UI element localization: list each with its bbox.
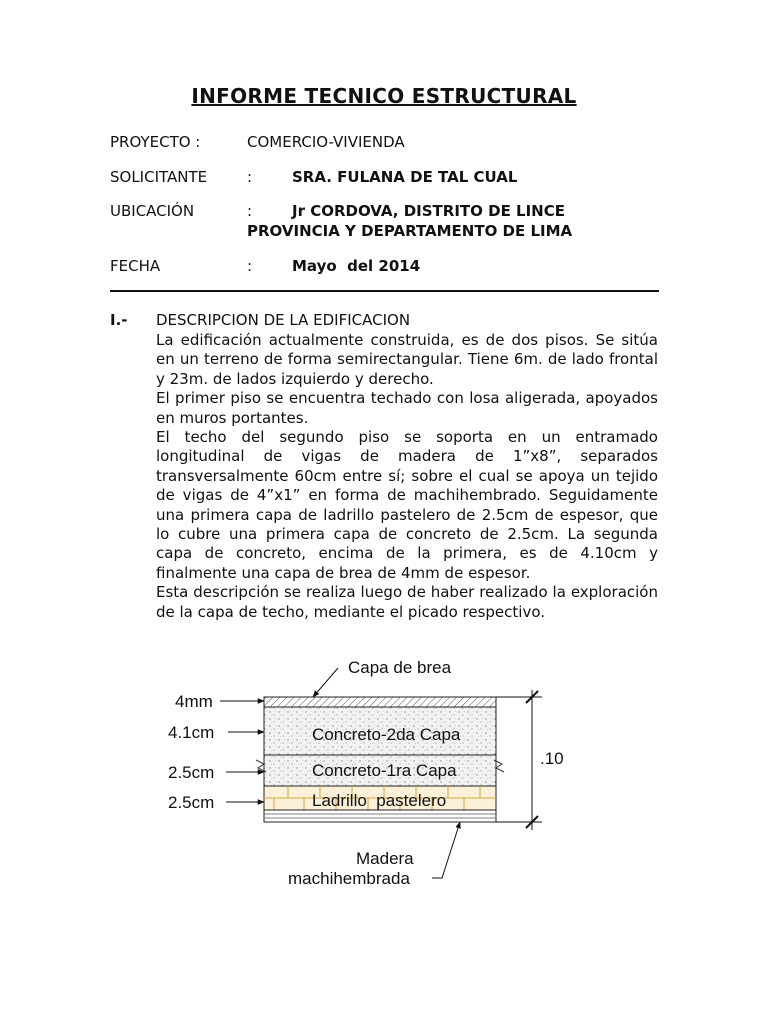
dim-2-5cm-concreto: 2.5cm (168, 763, 215, 782)
paragraph: La edificación actualmente construida, es de dos pisos. Se sitúa en un terreno de forma semirectangular. Tiene 6m. de lado frontal y 23m. de lados izquierdo y derecho. (156, 331, 658, 388)
field-fecha-value: Mayo del 2014 (292, 257, 421, 275)
paragraph: Esta descripción se realiza luego de haber realizado la exploración de la capa de techo, mediante el picado respectivo. (156, 583, 658, 621)
label-machihembrada: machihembrada (288, 869, 410, 888)
arrow-madera (432, 822, 460, 878)
field-ubicacion-colon: : (247, 202, 253, 220)
layer-madera (264, 810, 496, 822)
label-madera: Madera (356, 849, 414, 868)
section-title: DESCRIPCION DE LA EDIFICACION (156, 311, 411, 329)
dim-total: .10 (540, 749, 564, 768)
field-proyecto-value: COMERCIO-VIVIENDA (247, 133, 405, 151)
header-divider (110, 290, 659, 292)
field-ubicacion-label: UBICACIÓN (110, 202, 195, 220)
paragraph: El techo del segundo piso se soporta en un entramado longitudinal de vigas de madera de 1”x8”, separados transversalmente 60cm entre sí; sobre el cual se apoya un tejido de vigas de 4”x1” en forma de machihembrado. Seguidamente una primera capa de ladrillo pastelero de 2.5cm de espesor, que lo cubre una primera capa de concreto de 2.5cm. La segunda capa de concreto, encima de la primera, es de 4.10cm y finalmente una capa de brea de 4mm de espesor. (156, 428, 658, 582)
field-fecha-label: FECHA (110, 257, 161, 275)
label-ladrillo: Ladrillo pastelero (312, 791, 447, 810)
label-concreto-1ra: Concreto-1ra Capa (312, 761, 457, 780)
document-title: INFORME TECNICO ESTRUCTURAL (191, 84, 577, 108)
paragraph: El primer piso se encuentra techado con losa aligerada, apoyados en muros portantes. (156, 389, 658, 427)
label-concreto-2da: Concreto-2da Capa (312, 725, 461, 744)
field-fecha-colon: : (247, 257, 253, 275)
dim-2-5cm-ladrillo: 2.5cm (168, 793, 215, 812)
arrow-brea (313, 668, 338, 697)
section-number: I.- (110, 311, 128, 329)
field-proyecto-label: PROYECTO : (110, 133, 201, 151)
dim-4-1cm: 4.1cm (168, 723, 215, 742)
field-solicitante-label: SOLICITANTE (110, 168, 208, 186)
section-body (156, 331, 658, 622)
field-solicitante-value: SRA. FULANA DE TAL CUAL (292, 168, 518, 186)
dimension-total (496, 690, 542, 830)
roof-section-diagram (160, 640, 580, 895)
field-solicitante-colon: : (247, 168, 253, 186)
dim-4mm: 4mm (175, 692, 213, 711)
field-ubicacion-value-line1: Jr CORDOVA, DISTRITO DE LINCE (292, 202, 565, 220)
field-ubicacion-value-line2: PROVINCIA Y DEPARTAMENTO DE LIMA (247, 222, 573, 240)
layer-brea (264, 697, 496, 707)
label-capa-brea: Capa de brea (348, 658, 452, 677)
